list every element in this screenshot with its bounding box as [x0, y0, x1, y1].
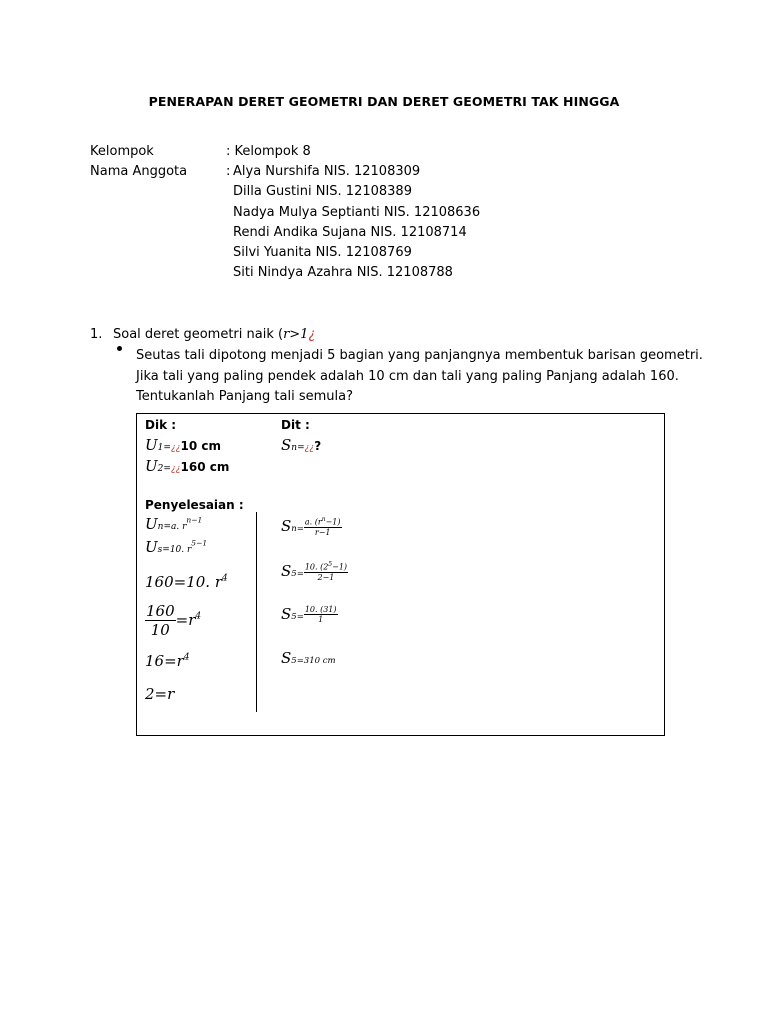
sum-formula [281, 516, 342, 537]
u1-var: U [145, 436, 158, 454]
sn-sub: n= [291, 443, 305, 453]
u2-sub: 2= [157, 464, 171, 474]
formula-un [145, 514, 202, 533]
s2-num-exp: 5 [328, 561, 333, 569]
un-sub: n=a. r [157, 522, 187, 532]
member-item: Dilla Gustini NIS. 12108389 [233, 184, 412, 199]
s2-num-text: 10. (2 [304, 562, 329, 572]
group-label: Kelompok [90, 144, 154, 159]
s3-num: 10. (31) [304, 605, 337, 614]
member-item: Siti Nindya Azahra NIS. 12108788 [233, 265, 453, 280]
known-u1 [145, 435, 221, 454]
eq3-exp: 4 [183, 652, 190, 663]
s3-den: 1 [318, 615, 324, 624]
s4-sub: 5=310 cm [291, 656, 336, 666]
member-item: Rendi Andika Sujana NIS. 12108714 [233, 225, 467, 240]
sn-mark: ¿¿ [304, 443, 315, 453]
eq4-text: 2=r [145, 685, 175, 703]
dik-label: Dik : [145, 418, 177, 432]
eq2-fraction [145, 602, 176, 639]
sn-question: ? [314, 439, 322, 453]
dit-label: Dit : [281, 418, 310, 432]
formula-us [145, 537, 207, 556]
question-heading-text: Soal deret geometri naik ( [113, 327, 284, 342]
member-item: Silvi Yuanita NIS. 12108769 [233, 245, 412, 260]
page-title: PENERAPAN DERET GEOMETRI DAN DERET GEOMETRI TAK HINGGA [148, 94, 620, 109]
un-exp: n−1 [186, 515, 203, 525]
s2-fraction [304, 561, 348, 582]
members-colon: : [226, 164, 231, 179]
s1-num-text: a. (r [304, 517, 322, 527]
question-line: Seutas tali dipotong menjadi 5 bagian yang panjangnya membentuk barisan geometri. [136, 348, 703, 363]
members-label: Nama Anggota [90, 164, 188, 179]
eq2-den: 10 [150, 621, 170, 639]
us-sub: s=10. r [157, 545, 192, 555]
eq1-exp: 4 [222, 573, 228, 584]
u1-value: 10 cm [180, 439, 221, 453]
group-value: : Kelompok 8 [226, 144, 311, 159]
known-u2 [145, 456, 229, 475]
eq1-text: 160=10. r [145, 573, 222, 591]
equation-3 [145, 651, 190, 670]
s1-num [304, 516, 342, 528]
s1-var: S [281, 517, 292, 535]
s2-sub: 5= [291, 569, 304, 579]
penyelesaian-label: Penyelesaian : [145, 498, 244, 512]
u2-value: 160 cm [180, 460, 230, 474]
question-heading-mark: ¿ [308, 327, 316, 342]
s2-den: 2−1 [317, 572, 335, 582]
question-heading [113, 327, 315, 342]
u2-mark: ¿¿ [170, 464, 181, 474]
s2-num-end: −1) [332, 562, 348, 572]
eq2-exp: 4 [195, 611, 202, 622]
s3-fraction [304, 605, 338, 624]
member-item: Nadya Mulya Septianti NIS. 12108636 [233, 205, 481, 220]
us-exp: 5−1 [191, 538, 208, 548]
s4-var: S [281, 649, 292, 667]
question-line: Jika tali yang paling pendek adalah 10 cm dan tali yang paling Panjang adalah 160. [136, 369, 679, 384]
s1-num-end: −1) [325, 517, 341, 527]
un-var: U [145, 515, 158, 533]
equation-4 [145, 684, 174, 703]
bullet-icon [117, 346, 122, 351]
sum-result [281, 648, 336, 667]
question-number: 1. [90, 327, 103, 342]
u2-var: U [145, 457, 158, 475]
asked-sn [281, 435, 321, 454]
sum-simplified [281, 604, 338, 624]
s1-sub: n= [291, 524, 304, 534]
s2-num [304, 561, 348, 573]
sn-var: S [281, 436, 292, 454]
equation-1 [145, 572, 228, 591]
us-var: U [145, 538, 158, 556]
member-item: Alya Nurshifa NIS. 12108309 [233, 164, 421, 179]
s2-var: S [281, 562, 292, 580]
eq2-right: =r [175, 611, 196, 629]
eq3-text: 16=r [145, 652, 184, 670]
equation-2 [145, 602, 201, 639]
s1-den: r−1 [314, 527, 331, 537]
solution-divider [256, 512, 257, 712]
s3-sub: 5= [291, 612, 304, 622]
u1-sub: 1= [157, 443, 171, 453]
s1-num-exp: n [321, 516, 326, 524]
sum-substitution [281, 561, 348, 582]
eq2-num: 160 [146, 602, 175, 620]
question-heading-math: r>1 [283, 327, 309, 342]
question-line: Tentukanlah Panjang tali semula? [136, 389, 353, 404]
u1-mark: ¿¿ [170, 443, 181, 453]
s1-fraction [304, 516, 342, 537]
s3-var: S [281, 605, 292, 623]
